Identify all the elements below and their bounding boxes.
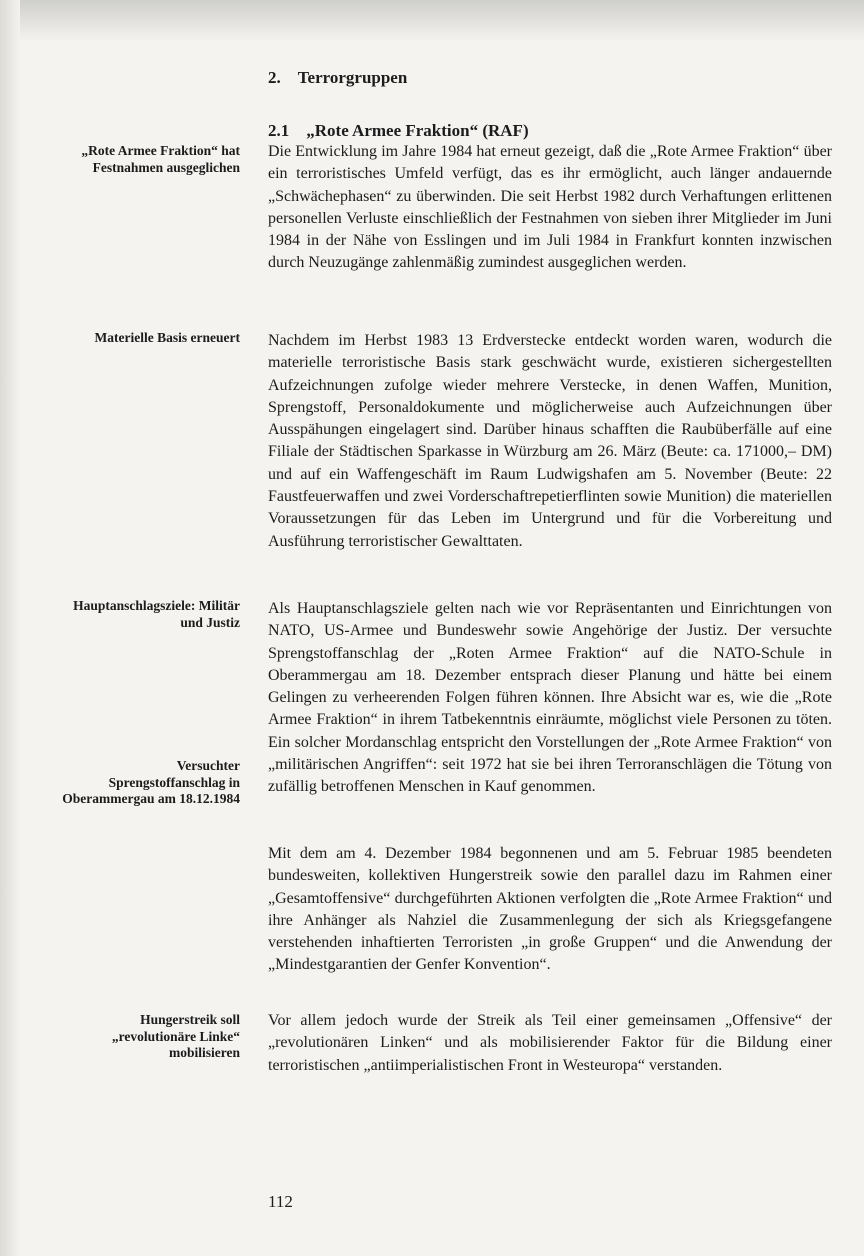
section-heading: 2. Terrorgruppen [268, 68, 408, 87]
paragraph-anschlagsziele: Als Hauptanschlagsziele gelten nach wie vor Repräsentanten und Einrichtungen von NATO, US-Armee und Bundeswehr sowie Angehörige der Justiz. Der versuchte Sprengstoffanschlag der „Roten Armee Fraktion“ auf die NATO-Schule in Oberammergau am 18. Dezember entsprach dieser Planung und hätte bei einem Gelingen zu verheerenden Folgen führen können. Ihre Absicht war es, wie die „Rote Armee Fraktion“ in ihrem Tatbekenntnis einräumte, möglichst viele Personen zu töten. Ein solcher Mordanschlag entspricht den Vorstellungen der „Rote Armee Fraktion“ von „militärischen Angriffen“: seit 1972 hat sie bei ihren Terroranschlägen die Tötung von zufällig betroffenen Menschen in Kauf genommen. [268, 600, 832, 796]
paragraph-raf-umfeld: Die Entwicklung im Jahre 1984 hat erneut gezeigt, daß die „Rote Armee Fraktion“ über ein terroristisches Umfeld verfügt, das es ihr ermöglicht, auch länger andauernde „Schwächephasen“ zu überwinden. Die seit Herbst 1982 durch Verhaftungen erlittenen personellen Verluste einschließlich der Festnahmen von sieben ihrer Mitglieder im Juni 1984 in der Nähe von Esslingen und im Juli 1984 in Frankfurt konnten inzwischen durch Neuzugänge zahlenmäßig zumindest ausgeglichen werden. [268, 143, 832, 272]
scan-edge-top [0, 0, 864, 42]
marginal-note-anschlagsziele: Hauptanschlagsziele: Militär und Justiz [73, 598, 240, 630]
marginal-note-festnahmen: „Rote Armee Fraktion“ hat Festnahmen ausgeglichen [81, 143, 240, 175]
marginal-note-hungerstreik: Hungerstreik soll „revolutionäre Linke“ mobilisieren [111, 1012, 240, 1060]
paragraph-offensive: Vor allem jedoch wurde der Streik als Teil einer gemeinsamen „Offensive“ der „revolutionären Linken“ und als mobilisierender Faktor für die Bildung einer terroristischen „antiimperialistischen Front in Westeuropa“ verstanden. [268, 1012, 832, 1074]
marginal-note-oberammergau: Versuchter Sprengstoffanschlag in Oberammergau am 18.12.1984 [62, 758, 240, 806]
scan-edge-left [0, 0, 20, 1256]
page-number: 112 [268, 1192, 293, 1211]
subsection-heading: 2.1 „Rote Armee Fraktion“ (RAF) [268, 121, 529, 140]
marginal-note-materielle-basis: Materielle Basis erneuert [94, 330, 240, 345]
paragraph-materielle-basis: Nachdem im Herbst 1983 13 Erdverstecke entdeckt worden waren, wodurch die materielle terroristische Basis stark geschwächt wurde, existieren sichergestellten Aufzeichnungen zufolge wieder mehrere Verstecke, in denen Waffen, Munition, Sprengstoff, Personaldokumente und möglicherweise auch Aufzeichnungen über Ausspähungen eingelagert sind. Darüber hinaus schafften die Raubüberfälle auf eine Filiale der Städtischen Sparkasse in Würzburg am 26. März (Beute: ca. 171000,– DM) und auf ein Waffengeschäft im Raum Ludwigshafen am 5. November (Beute: 22 Faustfeuerwaffen und zwei Vorderschaftrepetierflinten sowie Munition) die materiellen Voraussetzungen für das Leben im Untergrund und für die Vorbereitung und Ausführung terroristischer Gewalttaten. [268, 332, 832, 550]
paragraph-hungerstreik: Mit dem am 4. Dezember 1984 begonnenen und am 5. Februar 1985 beendeten bundesweiten, kollektiven Hungerstreik sowie den parallel dazu im Rahmen einer „Gesamtoffensive“ durchgeführten Aktionen verfolgten die „Rote Armee Fraktion“ und ihre Anhänger als Nahziel die Zusammenlegung der sich als Kriegsgefangene verstehenden inhaftierten Terroristen „in große Gruppen“ und die Anwendung der „Mindestgarantien der Genfer Konvention“. [268, 845, 832, 974]
